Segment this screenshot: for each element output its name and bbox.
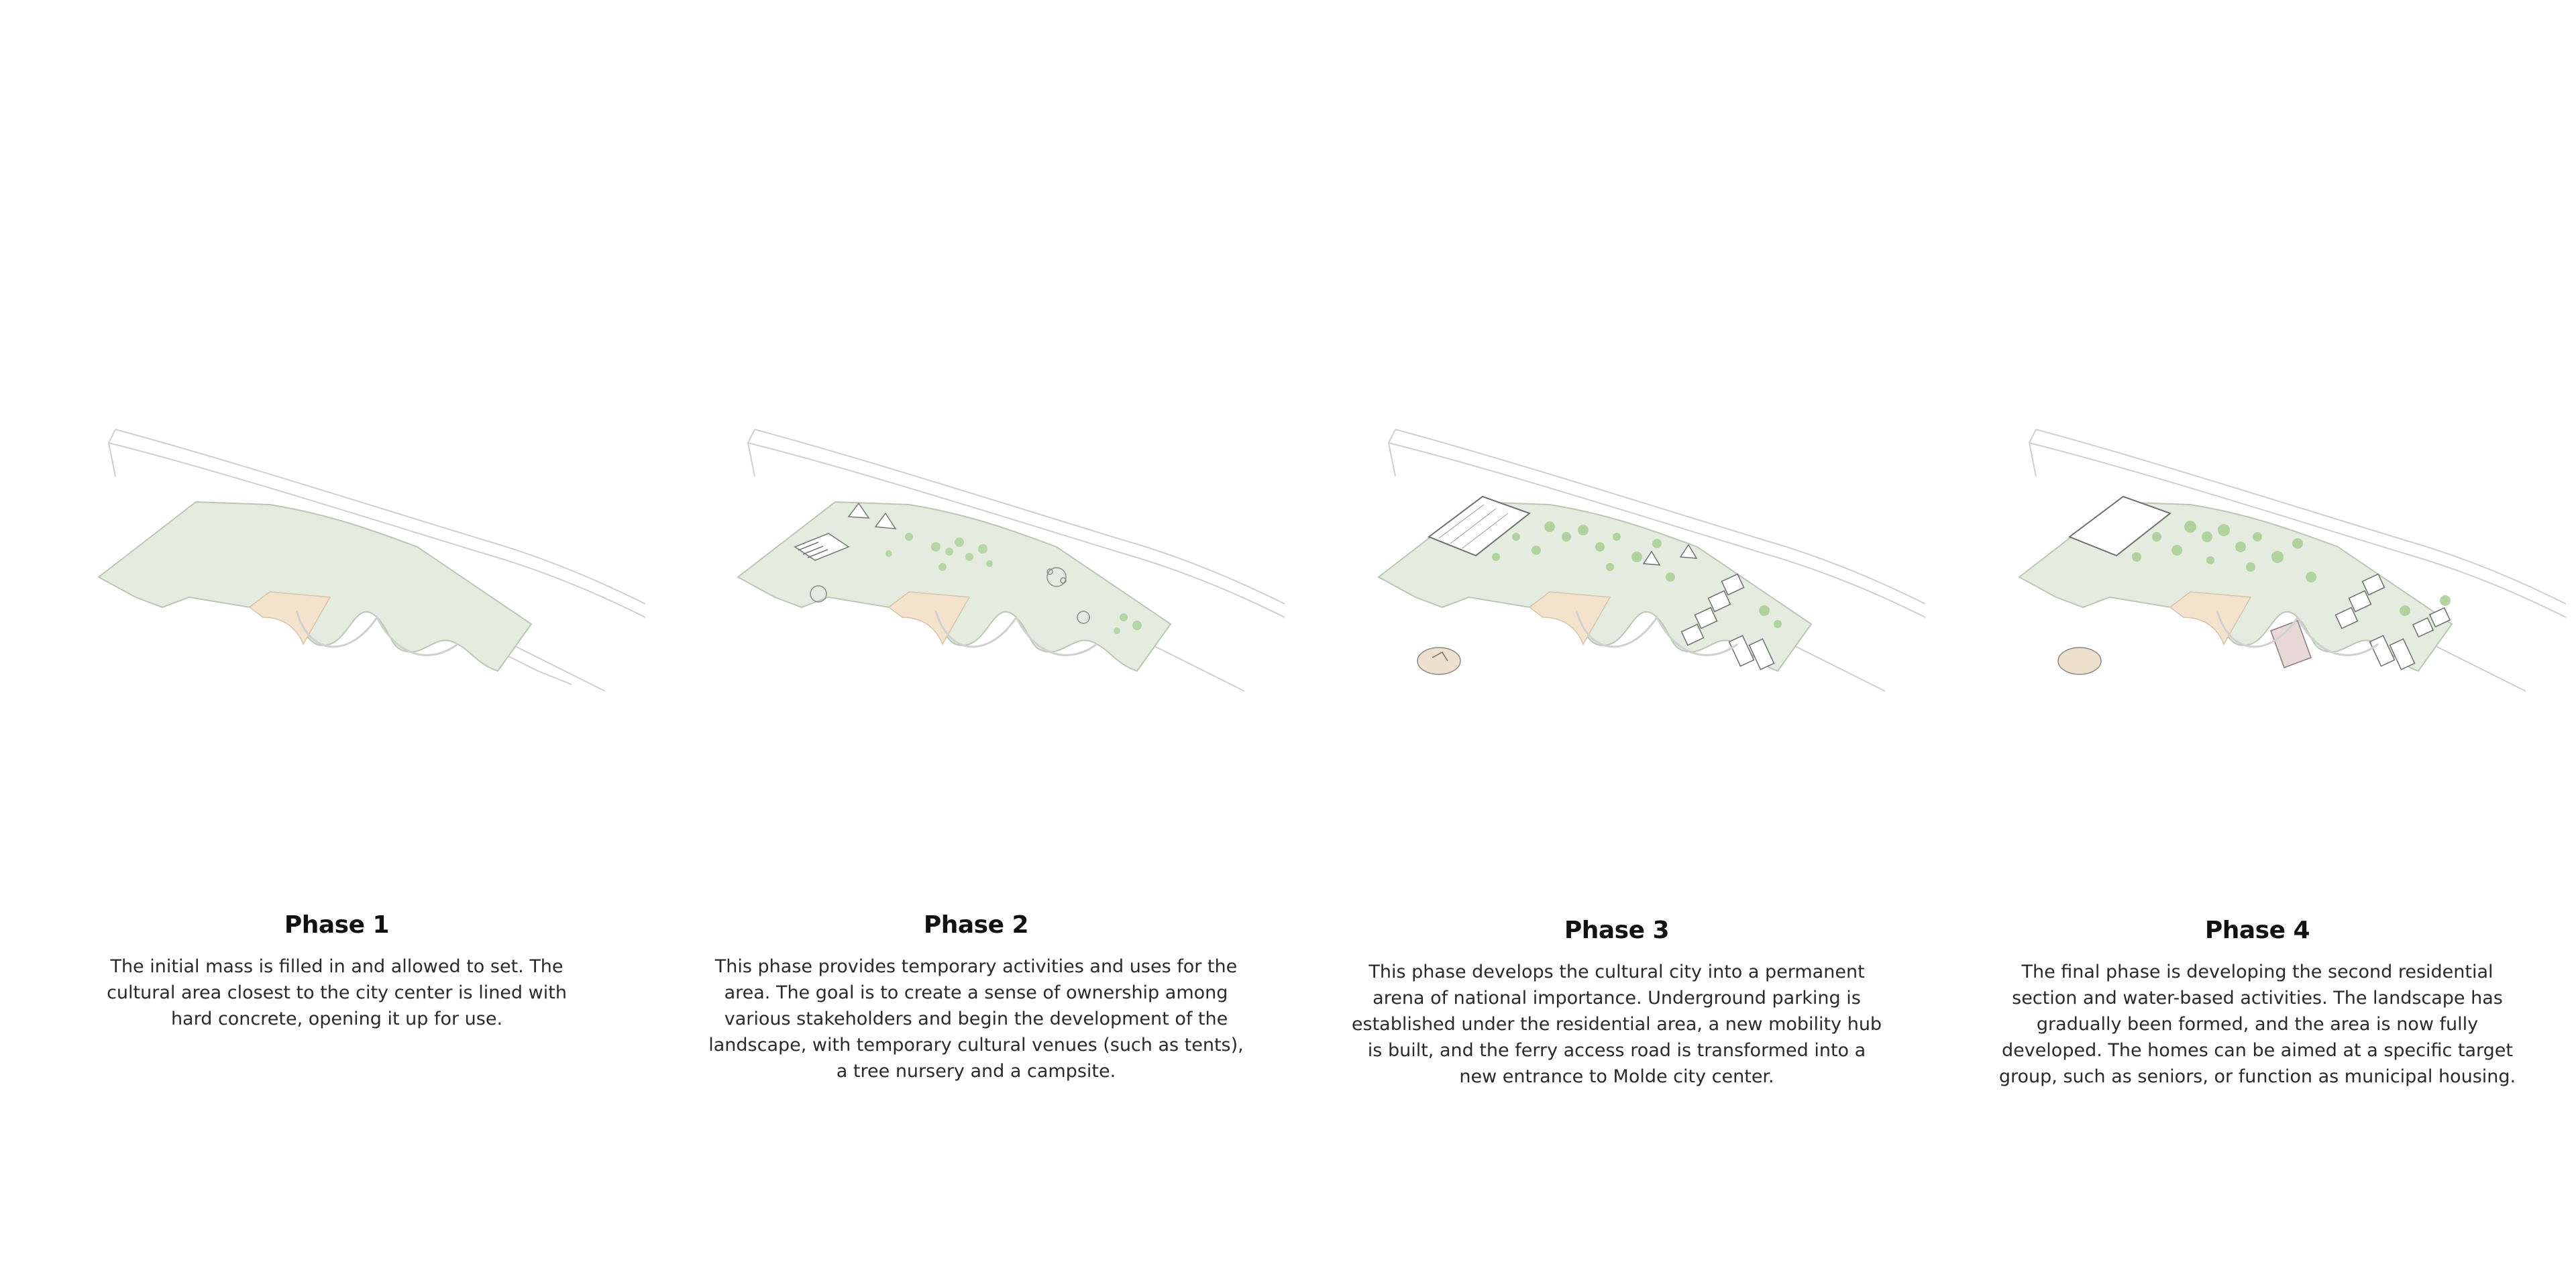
phase-4-site-diagram [1935, 376, 2576, 725]
phase-title: Phase 4 [2204, 917, 2310, 944]
phase-2-panel [654, 0, 1298, 1285]
site-landmass [99, 502, 531, 671]
phase-3-panel [1295, 0, 1939, 1285]
phase-4-caption [1989, 917, 2526, 1090]
phase-2-caption [708, 911, 1244, 1084]
phase-3-site-diagram [1295, 376, 1939, 725]
phase-4-panel [1935, 0, 2576, 1285]
phase-title: Phase 3 [1564, 917, 1670, 944]
phase-1-panel [15, 0, 659, 1285]
mobility-hub [2058, 648, 2101, 674]
phase-description: The initial mass is filled in and allowed to set. The cultural area closest to the city center is lined with hard concrete, opening it up for use. [107, 956, 567, 1029]
phase-description: This phase develops the cultural city into a permanent arena of national importance. Underground parking is established under the residential area, a new mobility hub is built, and the ferry access road is transformed into a new entrance to Molde city center. [1351, 962, 1882, 1087]
phase-title: Phase 2 [923, 911, 1029, 939]
phase-description: The final phase is developing the second residential section and water-based activities. The landscape has gradually been formed, and the area is now fully developed. The homes can be aimed at a specific target group, such as seniors, or function as municipal housing. [1998, 962, 2516, 1087]
phase-description: This phase provides temporary activities and uses for the area. The goal is to create a sense of ownership among various stakeholders and begin the development of the landscape, with temporary cultural venues (such as tents), a tree nursery and a campsite. [708, 956, 1244, 1082]
phase-1-caption [68, 911, 605, 1032]
phase-title: Phase 1 [284, 911, 390, 939]
site-landmass [738, 502, 1171, 671]
phase-1-site-diagram [15, 376, 659, 725]
phase-2-site-diagram [654, 376, 1298, 725]
phase-3-caption [1348, 917, 1885, 1090]
mobility-hub [1417, 648, 1460, 674]
